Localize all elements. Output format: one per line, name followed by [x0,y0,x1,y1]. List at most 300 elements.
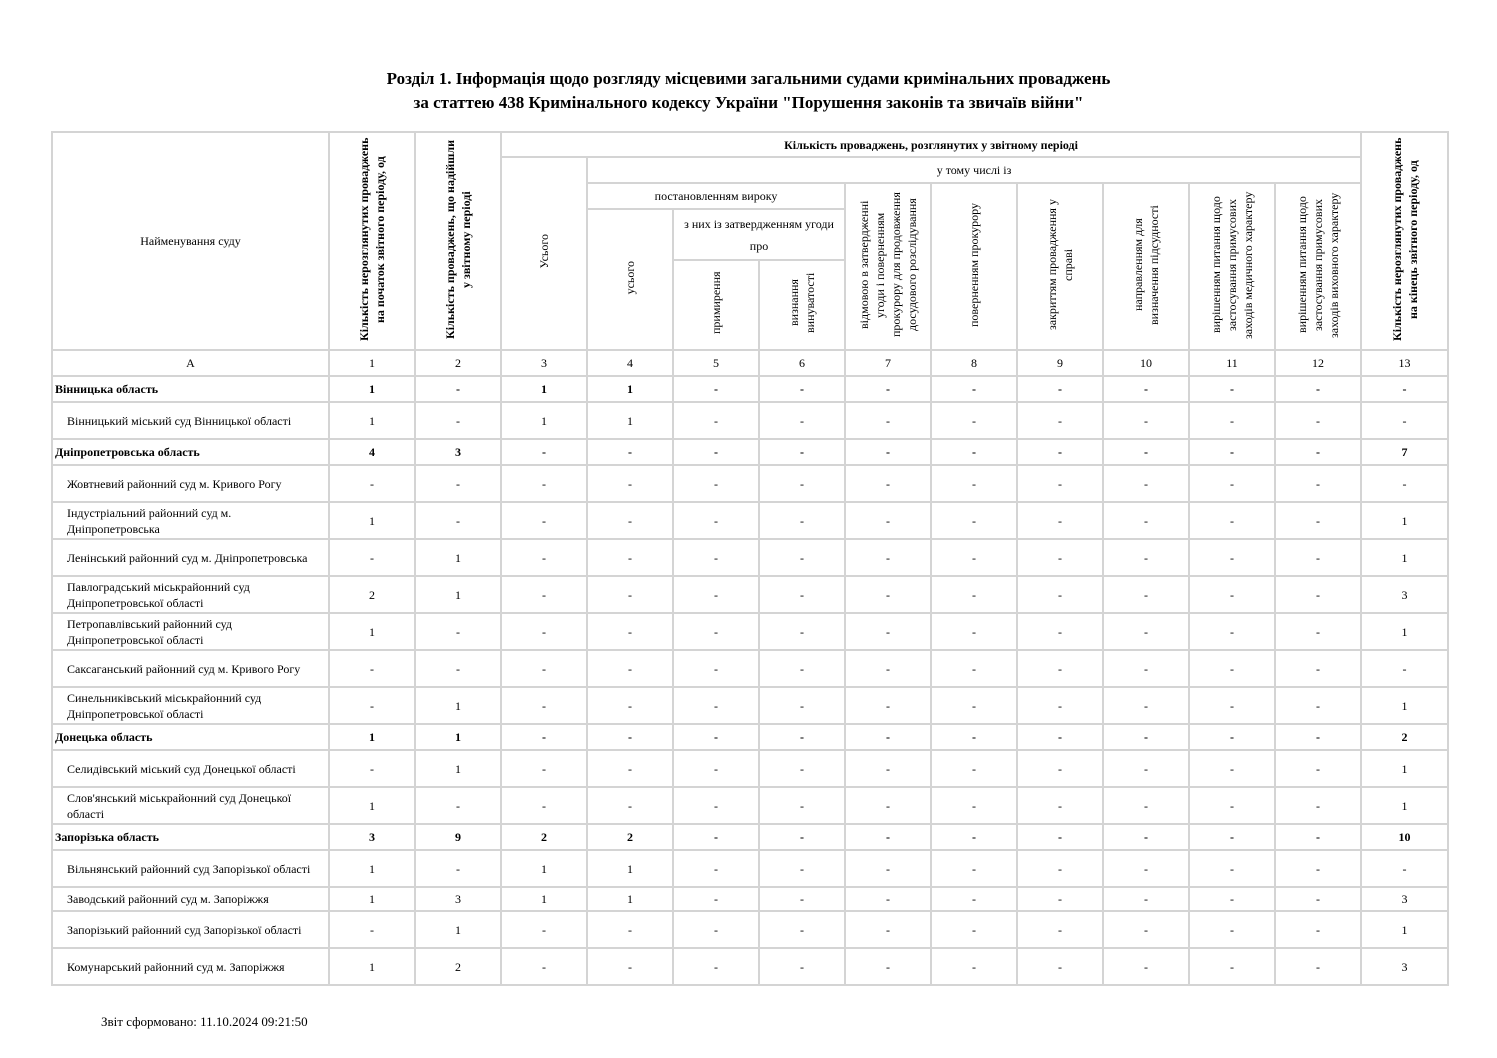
cell-col-10: - [1103,887,1189,911]
cell-col-10: - [1103,402,1189,439]
court-row [52,787,1448,824]
cell-col-1: - [329,911,415,948]
title-line-1: Розділ 1. Інформація щодо розгляду місцевими загальними судами кримінальних проваджень [386,69,1111,88]
cell-col-10: - [1103,650,1189,687]
cell-col-11: - [1189,576,1275,613]
cell-col-7: - [845,439,931,465]
court-name: Комунарський районний суд м. Запоріжжя [52,948,329,985]
cell-col-4: - [587,576,673,613]
column-number: 7 [845,350,931,376]
cell-col-8: - [931,613,1017,650]
cell-col-5: - [673,850,759,887]
cell-col-1: - [329,687,415,724]
cell-col-10: - [1103,850,1189,887]
cell-col-12: - [1275,402,1361,439]
header-reconciliation: примирення [673,260,759,350]
cell-col-8: - [931,576,1017,613]
cell-col-11: - [1189,724,1275,750]
cell-col-13: 2 [1361,724,1448,750]
cell-col-10: - [1103,576,1189,613]
cell-col-1: 1 [329,787,415,824]
cell-col-7: - [845,376,931,402]
cell-col-12: - [1275,948,1361,985]
cell-col-7: - [845,576,931,613]
cell-col-1: - [329,539,415,576]
cell-col-9: - [1017,750,1103,787]
cell-col-1: 1 [329,402,415,439]
court-name: Павлоградський міськрайонний суд Дніпропетровської області [52,576,329,613]
cell-col-3: - [501,465,587,502]
cell-col-7: - [845,787,931,824]
cell-col-10: - [1103,787,1189,824]
cell-col-7: - [845,650,931,687]
cell-col-9: - [1017,439,1103,465]
cell-col-7: - [845,539,931,576]
court-name: Саксаганський районний суд м. Кривого Рогу [52,650,329,687]
cell-col-5: - [673,824,759,850]
court-row [52,948,1448,985]
cell-col-3: - [501,539,587,576]
cell-col-11: - [1189,650,1275,687]
cell-col-10: - [1103,465,1189,502]
cell-col-7: - [845,750,931,787]
cell-col-9: - [1017,887,1103,911]
cell-col-7: - [845,613,931,650]
cell-col-12: - [1275,576,1361,613]
cell-col-3: 1 [501,887,587,911]
cell-col-4: 1 [587,850,673,887]
cell-col-13: 3 [1361,948,1448,985]
cell-col-4: - [587,948,673,985]
cell-col-6: - [759,750,845,787]
cell-col-5: - [673,439,759,465]
cell-col-2: - [415,650,501,687]
table-body [52,376,1448,985]
cell-col-1: 1 [329,948,415,985]
cell-col-6: - [759,402,845,439]
column-number: 4 [587,350,673,376]
cell-col-7: - [845,850,931,887]
court-row [52,465,1448,502]
cell-col-9: - [1017,465,1103,502]
cell-col-6: - [759,539,845,576]
court-name: Слов'янський міськрайонний суд Донецької області [52,787,329,824]
cell-col-1: 1 [329,613,415,650]
cell-col-8: - [931,724,1017,750]
cell-col-9: - [1017,502,1103,539]
cell-col-13: 1 [1361,750,1448,787]
cell-col-11: - [1189,687,1275,724]
cell-col-13: 3 [1361,887,1448,911]
cell-col-1: 2 [329,576,415,613]
cell-col-6: - [759,650,845,687]
court-row [52,613,1448,650]
cell-col-11: - [1189,465,1275,502]
cell-col-12: - [1275,650,1361,687]
cell-col-5: - [673,650,759,687]
cell-col-12: - [1275,465,1361,502]
cell-col-12: - [1275,613,1361,650]
region-row [52,376,1448,402]
cell-col-6: - [759,911,845,948]
cell-col-3: 1 [501,402,587,439]
cell-col-1: - [329,650,415,687]
cell-col-2: 9 [415,824,501,850]
cell-col-2: 1 [415,539,501,576]
cell-col-13: 7 [1361,439,1448,465]
cell-col-2: 1 [415,750,501,787]
cell-col-12: - [1275,439,1361,465]
cell-col-12: - [1275,850,1361,887]
cell-col-3: - [501,787,587,824]
court-name: Заводський районний суд м. Запоріжжя [52,887,329,911]
cell-col-13: 1 [1361,502,1448,539]
cell-col-13: - [1361,850,1448,887]
cell-col-7: - [845,824,931,850]
cell-col-10: - [1103,911,1189,948]
cell-col-8: - [931,539,1017,576]
cell-col-6: - [759,376,845,402]
column-number: 8 [931,350,1017,376]
cell-col-11: - [1189,539,1275,576]
column-number: 11 [1189,350,1275,376]
cell-col-8: - [931,887,1017,911]
cell-col-8: - [931,787,1017,824]
cell-col-9: - [1017,576,1103,613]
cell-col-10: - [1103,948,1189,985]
header-col13: Кількість нерозглянутих проваджень на кінець звітного періоду, од [1361,132,1448,350]
court-name: Петропавлівський районний суд Дніпропетровської області [52,613,329,650]
header-court-name: Найменування суду [52,132,329,350]
court-row [52,650,1448,687]
court-row [52,911,1448,948]
cell-col-9: - [1017,824,1103,850]
court-row [52,850,1448,887]
cell-col-4: - [587,724,673,750]
column-number: 9 [1017,350,1103,376]
cell-col-7: - [845,887,931,911]
column-number: 6 [759,350,845,376]
cell-col-13: 3 [1361,576,1448,613]
cell-col-6: - [759,687,845,724]
cell-col-12: - [1275,911,1361,948]
court-row [52,750,1448,787]
cell-col-12: - [1275,539,1361,576]
report-table [51,131,1449,986]
cell-col-13: 1 [1361,787,1448,824]
cell-col-11: - [1189,787,1275,824]
cell-col-4: - [587,787,673,824]
report-generated-timestamp: Звіт сформовано: 11.10.2024 09:21:50 [101,1014,308,1029]
cell-col-4: - [587,502,673,539]
cell-col-2: 1 [415,576,501,613]
column-number: 3 [501,350,587,376]
column-number: А [52,350,329,376]
cell-col-3: 1 [501,376,587,402]
header-considered-group: Кількість проваджень, розглянутих у звітному періоді [501,132,1361,157]
cell-col-6: - [759,439,845,465]
cell-col-5: - [673,887,759,911]
cell-col-13: 1 [1361,687,1448,724]
column-number: 13 [1361,350,1448,376]
cell-col-2: 2 [415,948,501,985]
cell-col-1: 1 [329,724,415,750]
court-row [52,539,1448,576]
cell-col-12: - [1275,687,1361,724]
cell-col-2: 1 [415,724,501,750]
cell-col-4: - [587,911,673,948]
court-name: Жовтневий районний суд м. Кривого Рогу [52,465,329,502]
cell-col-6: - [759,465,845,502]
cell-col-7: - [845,687,931,724]
cell-col-1: - [329,750,415,787]
cell-col-5: - [673,911,759,948]
cell-col-2: - [415,376,501,402]
cell-col-11: - [1189,439,1275,465]
cell-col-10: - [1103,502,1189,539]
cell-col-5: - [673,402,759,439]
cell-col-6: - [759,824,845,850]
cell-col-8: - [931,850,1017,887]
cell-col-7: - [845,402,931,439]
cell-col-3: - [501,911,587,948]
report-title [0,67,1497,115]
cell-col-4: 1 [587,376,673,402]
cell-col-3: - [501,439,587,465]
header-closing: закриттям провадження у справі [1017,183,1103,350]
region-name: Донецька область [52,724,329,750]
column-number: 10 [1103,350,1189,376]
header-including: у тому числі із [587,157,1361,183]
cell-col-12: - [1275,750,1361,787]
cell-col-2: 1 [415,687,501,724]
header-medical: вирішенням питання щодо застосування примусових заходів медичного характеру [1189,183,1275,350]
cell-col-6: - [759,502,845,539]
cell-col-12: - [1275,887,1361,911]
cell-col-5: - [673,376,759,402]
cell-col-8: - [931,465,1017,502]
cell-col-6: - [759,576,845,613]
header-verdict: постановленням вироку [587,183,845,209]
cell-col-13: 1 [1361,613,1448,650]
region-name: Вінницька область [52,376,329,402]
cell-col-13: - [1361,465,1448,502]
cell-col-11: - [1189,613,1275,650]
cell-col-8: - [931,402,1017,439]
cell-col-2: 3 [415,887,501,911]
cell-col-8: - [931,439,1017,465]
cell-col-1: 1 [329,887,415,911]
cell-col-5: - [673,465,759,502]
cell-col-10: - [1103,724,1189,750]
column-number-row [52,350,1448,376]
header-return: поверненням прокурору [931,183,1017,350]
cell-col-10: - [1103,439,1189,465]
court-name: Запорізький районний суд Запорізької області [52,911,329,948]
cell-col-8: - [931,650,1017,687]
cell-col-12: - [1275,724,1361,750]
cell-col-7: - [845,465,931,502]
header-jurisdiction: направленням для визначення підсудності [1103,183,1189,350]
region-row [52,439,1448,465]
region-name: Запорізька область [52,824,329,850]
header-col1: Кількість нерозглянутих проваджень на початок звітного періоду, од [329,132,415,350]
cell-col-2: - [415,850,501,887]
cell-col-10: - [1103,539,1189,576]
court-name: Селидівський міський суд Донецької області [52,750,329,787]
cell-col-9: - [1017,402,1103,439]
cell-col-4: 2 [587,824,673,850]
cell-col-2: - [415,502,501,539]
cell-col-13: - [1361,650,1448,687]
cell-col-2: - [415,787,501,824]
cell-col-9: - [1017,376,1103,402]
cell-col-9: - [1017,724,1103,750]
cell-col-4: 1 [587,887,673,911]
cell-col-11: - [1189,887,1275,911]
column-number: 12 [1275,350,1361,376]
cell-col-13: - [1361,376,1448,402]
column-number: 1 [329,350,415,376]
court-name: Індустріальний районний суд м. Дніпропетровська [52,502,329,539]
cell-col-4: - [587,750,673,787]
cell-col-3: 1 [501,850,587,887]
header-verdict-total: усього [587,209,673,350]
cell-col-4: - [587,439,673,465]
header-refusal: відмовою в затвердженні угоди і поверненням прокурору для продовження досудового розслідування [845,183,931,350]
region-name: Дніпропетровська область [52,439,329,465]
cell-col-7: - [845,724,931,750]
header-agreement: з них із затвердженням угоди про [673,209,845,260]
cell-col-11: - [1189,502,1275,539]
cell-col-3: - [501,576,587,613]
cell-col-3: - [501,613,587,650]
cell-col-12: - [1275,502,1361,539]
header-guilt: визнання винуватості [759,260,845,350]
cell-col-11: - [1189,824,1275,850]
table-header [52,132,1448,376]
cell-col-3: - [501,724,587,750]
cell-col-8: - [931,911,1017,948]
cell-col-11: - [1189,750,1275,787]
cell-col-11: - [1189,376,1275,402]
cell-col-3: - [501,750,587,787]
region-row [52,724,1448,750]
cell-col-7: - [845,948,931,985]
cell-col-12: - [1275,787,1361,824]
cell-col-11: - [1189,948,1275,985]
cell-col-1: 1 [329,376,415,402]
cell-col-10: - [1103,687,1189,724]
cell-col-5: - [673,539,759,576]
cell-col-5: - [673,750,759,787]
cell-col-4: - [587,650,673,687]
cell-col-6: - [759,948,845,985]
cell-col-7: - [845,911,931,948]
court-row [52,576,1448,613]
cell-col-9: - [1017,539,1103,576]
cell-col-8: - [931,824,1017,850]
cell-col-8: - [931,750,1017,787]
column-number: 5 [673,350,759,376]
cell-col-2: 3 [415,439,501,465]
cell-col-5: - [673,576,759,613]
cell-col-2: - [415,613,501,650]
cell-col-9: - [1017,850,1103,887]
cell-col-5: - [673,502,759,539]
cell-col-11: - [1189,402,1275,439]
cell-col-6: - [759,724,845,750]
cell-col-2: - [415,402,501,439]
cell-col-1: 3 [329,824,415,850]
region-row [52,824,1448,850]
cell-col-3: - [501,650,587,687]
cell-col-9: - [1017,787,1103,824]
cell-col-6: - [759,850,845,887]
cell-col-3: 2 [501,824,587,850]
cell-col-10: - [1103,613,1189,650]
cell-col-13: 1 [1361,539,1448,576]
cell-col-2: - [415,465,501,502]
cell-col-5: - [673,948,759,985]
cell-col-9: - [1017,650,1103,687]
cell-col-8: - [931,687,1017,724]
cell-col-3: - [501,687,587,724]
cell-col-1: 1 [329,850,415,887]
cell-col-7: - [845,502,931,539]
cell-col-6: - [759,787,845,824]
cell-col-6: - [759,613,845,650]
cell-col-9: - [1017,948,1103,985]
cell-col-6: - [759,887,845,911]
cell-col-4: - [587,687,673,724]
cell-col-1: 4 [329,439,415,465]
cell-col-10: - [1103,750,1189,787]
court-name: Синельниківський міськрайонний суд Дніпропетровської області [52,687,329,724]
court-row [52,502,1448,539]
cell-col-5: - [673,724,759,750]
cell-col-4: - [587,613,673,650]
header-total: Усього [501,157,587,350]
cell-col-4: 1 [587,402,673,439]
court-name: Вінницький міський суд Вінницької області [52,402,329,439]
cell-col-1: 1 [329,502,415,539]
cell-col-11: - [1189,911,1275,948]
cell-col-5: - [673,687,759,724]
cell-col-13: - [1361,402,1448,439]
cell-col-3: - [501,948,587,985]
header-col2: Кількість проваджень, що надійшли у звітному періоді [415,132,501,350]
cell-col-9: - [1017,911,1103,948]
cell-col-4: - [587,539,673,576]
cell-col-1: - [329,465,415,502]
cell-col-9: - [1017,613,1103,650]
cell-col-8: - [931,376,1017,402]
cell-col-8: - [931,502,1017,539]
title-line-2: за статтею 438 Кримінального кодексу України "Порушення законів та звичаїв війни" [413,93,1084,112]
header-educational: вирішенням питання щодо застосування примусових заходів виховного характеру [1275,183,1361,350]
court-row [52,687,1448,724]
cell-col-12: - [1275,824,1361,850]
cell-col-4: - [587,465,673,502]
cell-col-11: - [1189,850,1275,887]
cell-col-10: - [1103,824,1189,850]
cell-col-9: - [1017,687,1103,724]
cell-col-13: 10 [1361,824,1448,850]
cell-col-5: - [673,787,759,824]
cell-col-12: - [1275,376,1361,402]
cell-col-5: - [673,613,759,650]
